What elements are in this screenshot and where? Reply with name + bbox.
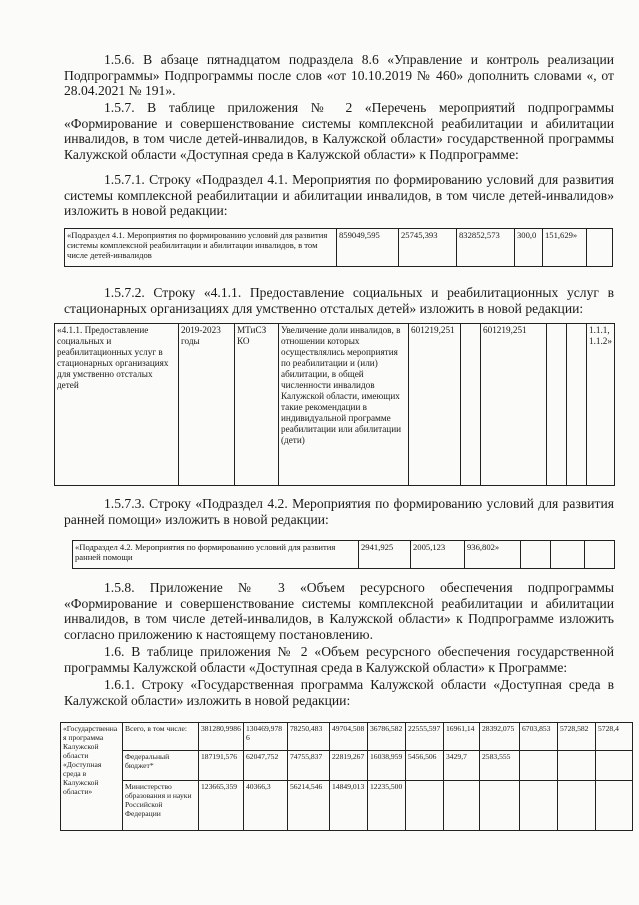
value-cell: 2005,123 bbox=[411, 541, 465, 569]
value-cell: 78250,483 bbox=[288, 723, 330, 751]
value-cell: 62047,752 bbox=[244, 751, 288, 781]
paragraph-1-5-7: 1.5.7. В таблице приложения № 2 «Перечень мероприятий подпрограммы «Формирование и совершенствование системы комплексной реабилитации и абилитации инвалидов, в том числе детей-инвалидов, в Калужской области» государственной программы Калужской области «Доступная среда в Калужской области» к Подпрограмме: bbox=[64, 100, 614, 162]
empty-cell bbox=[567, 324, 587, 486]
table-subsection-4-2 bbox=[72, 540, 615, 569]
value-cell: 36786,582 bbox=[368, 723, 406, 751]
result-cell: Увеличение доли инвалидов, в отношении которых осуществлялись мероприятия по реабилитации и (или) абилитации, в общей численности инвалидов Калужской области, имеющих такие рекомендации в индивидуальной программе реабилитации или абилитации (дети) bbox=[279, 324, 409, 486]
empty-cell bbox=[521, 541, 551, 569]
paragraph-1-5-6: 1.5.6. В абзаце пятнадцатом подраздела 8.6 «Управление и контроль реализации Подпрограммы» Подпрограммы после слов «от 10.10.2019 № 460» дополнить словами «, от 28.04.2021 № 191». bbox=[64, 52, 614, 98]
value-cell: 300,0 bbox=[515, 229, 543, 267]
row-label: «Подраздел 4.1. Мероприятия по формированию условий для развития системы комплексной реабилитации и абилитации инвалидов, в том числе детей-инвалидов bbox=[65, 229, 337, 267]
value-cell bbox=[596, 781, 633, 831]
paragraph-1-6-1: 1.6.1. Строку «Государственная программа Калужской области «Доступная среда в Калужской области» изложить в новой редакции: bbox=[64, 677, 614, 708]
paragraph-1-6: 1.6. В таблице приложения № 2 «Объем ресурсного обеспечения государственной программы Калужской области «Доступная среда в Калужской области» к Программе: bbox=[64, 644, 614, 675]
table-row bbox=[73, 541, 615, 569]
value-cell: 859049,595 bbox=[337, 229, 399, 267]
value-cell: 2941,925 bbox=[359, 541, 411, 569]
program-name: «Государственная программа Калужской области «Доступная среда в Калужской области» bbox=[61, 723, 123, 831]
value-cell: 936,802» bbox=[465, 541, 521, 569]
row-label: Всего, в том числе: bbox=[123, 723, 199, 751]
value-cell bbox=[558, 751, 596, 781]
value-cell: 16038,959 bbox=[368, 751, 406, 781]
period-cell: 2019-2023 годы bbox=[179, 324, 235, 486]
value-cell: 187191,576 bbox=[199, 751, 244, 781]
row-label: «Подраздел 4.2. Мероприятия по формированию условий для развития ранней помощи bbox=[73, 541, 359, 569]
value-cell: 5456,506 bbox=[406, 751, 444, 781]
value-cell bbox=[596, 751, 633, 781]
value-cell: 22555,597 bbox=[406, 723, 444, 751]
value-cell bbox=[444, 781, 480, 831]
value-cell: 381280,9986 bbox=[199, 723, 244, 751]
value-cell: 25745,393 bbox=[399, 229, 457, 267]
value-cell: 130469,9786 bbox=[244, 723, 288, 751]
value-cell: 6703,853 bbox=[520, 723, 558, 751]
measure-name: «4.1.1. Предоставление социальных и реабилитационных услуг в стационарных организациях для умственно отсталых детей bbox=[55, 324, 179, 486]
table-row bbox=[61, 751, 633, 781]
value-cell: 16961,14 bbox=[444, 723, 480, 751]
value-cell: 74755,837 bbox=[288, 751, 330, 781]
value-cell: 14849,013 bbox=[330, 781, 368, 831]
empty-cell bbox=[587, 229, 613, 267]
row-label: Министерство образования и науки Российской Федерации bbox=[123, 781, 199, 831]
value-cell: 832852,573 bbox=[457, 229, 515, 267]
table-state-program bbox=[60, 722, 633, 831]
paragraph-1-5-7-1: 1.5.7.1. Строку «Подраздел 4.1. Мероприятия по формированию условий для развития системы комплексной реабилитации и абилитации инвалидов, в том числе детей-инвалидов» изложить в новой редакции: bbox=[64, 172, 614, 218]
value-cell bbox=[480, 781, 520, 831]
total-cell: 601219,251 bbox=[409, 324, 461, 486]
empty-cell bbox=[461, 324, 481, 486]
table-subsection-4-1 bbox=[64, 228, 613, 267]
empty-cell bbox=[585, 541, 615, 569]
value-cell bbox=[406, 781, 444, 831]
value-cell: 40366,3 bbox=[244, 781, 288, 831]
value-cell: 12235,500 bbox=[368, 781, 406, 831]
value-cell: 28392,075 bbox=[480, 723, 520, 751]
value-cell bbox=[520, 781, 558, 831]
paragraph-1-5-8: 1.5.8. Приложение № 3 «Объем ресурсного обеспечения подпрограммы «Формирование и совершенствование системы комплексной реабилитации и абилитации инвалидов, в том числе детей-инвалидов, в Калужской области» к Подпрограмме изложить согласно приложению к настоящему постановлению. bbox=[64, 580, 614, 642]
table-item-4-1-1 bbox=[54, 323, 615, 486]
empty-cell bbox=[547, 324, 567, 486]
value-cell bbox=[520, 751, 558, 781]
executor-cell: МТиСЗ КО bbox=[235, 324, 279, 486]
row-label: Федеральный бюджет* bbox=[123, 751, 199, 781]
table-row bbox=[65, 229, 613, 267]
value-cell: 123665,359 bbox=[199, 781, 244, 831]
paragraph-1-5-7-3: 1.5.7.3. Строку «Подраздел 4.2. Мероприятия по формированию условий для развития ранней помощи» изложить в новой редакции: bbox=[64, 496, 614, 527]
value-cell: 5728,4 bbox=[596, 723, 633, 751]
paragraph-1-5-7-2: 1.5.7.2. Строку «4.1.1. Предоставление социальных и реабилитационных услуг в стационарных организациях для умственно отсталых детей» изложить в новой редакции: bbox=[64, 285, 614, 316]
value-cell bbox=[558, 781, 596, 831]
table-row bbox=[55, 324, 615, 486]
table-row bbox=[61, 781, 633, 831]
table-row bbox=[61, 723, 633, 751]
empty-cell bbox=[551, 541, 585, 569]
value-cell: 56214,546 bbox=[288, 781, 330, 831]
value-cell: 151,629» bbox=[543, 229, 587, 267]
refs-cell: 1.1.1, 1.1.2» bbox=[587, 324, 615, 486]
value-cell: 3429,7 bbox=[444, 751, 480, 781]
value-cell: 601219,251 bbox=[481, 324, 547, 486]
value-cell: 2583,555 bbox=[480, 751, 520, 781]
value-cell: 22819,267 bbox=[330, 751, 368, 781]
value-cell: 49704,508 bbox=[330, 723, 368, 751]
value-cell: 5728,582 bbox=[558, 723, 596, 751]
